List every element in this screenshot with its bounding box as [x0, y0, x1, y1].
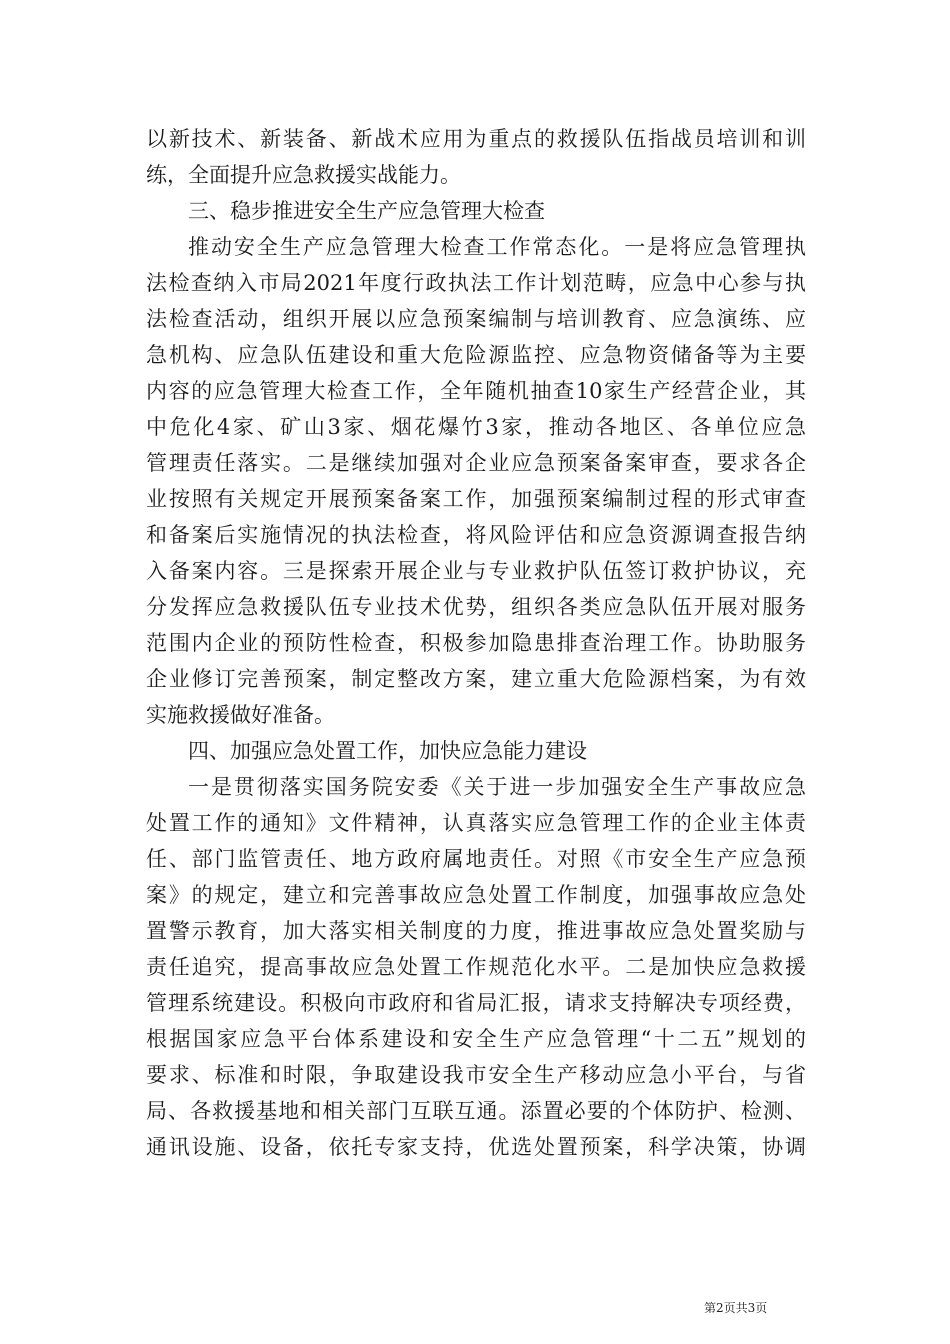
- body-line: 业按照有关规定开展预案备案工作，加强预案编制过程的形式审查: [146, 487, 806, 511]
- body-line: 根据国家应急平台体系建设和安全生产应急管理“十二五”规划的: [146, 1027, 806, 1051]
- body-line: 管理系统建设。积极向市政府和省局汇报，请求支持解决专项经费，: [146, 991, 806, 1015]
- body-line: 案》的规定，建立和完善事故应急处置工作制度，加强事故应急处: [146, 883, 806, 907]
- body-line: 练，全面提升应急救援实战能力。: [146, 163, 461, 187]
- body-line: 中危化4家、矿山3家、烟花爆竹3家，推动各地区、各单位应急: [146, 415, 806, 439]
- page-number-footer: 第2页共3页: [704, 1301, 768, 1315]
- body-line: 通讯设施、设备，依托专家支持，优选处置预案，科学决策，协调: [146, 1135, 806, 1159]
- section-heading-3: 三、稳步推进安全生产应急管理大检查: [188, 199, 545, 223]
- body-line: 范围内企业的预防性检查，积极参加隐患排查治理工作。协助服务: [146, 631, 806, 655]
- body-line: 企业修订完善预案，制定整改方案，建立重大危险源档案，为有效: [146, 667, 806, 691]
- body-line: 推动安全生产应急管理大检查工作常态化。一是将应急管理执: [188, 235, 806, 259]
- body-line: 实施救援做好准备。: [146, 703, 335, 727]
- body-line: 管理责任落实。二是继续加强对企业应急预案备案审查，要求各企: [146, 451, 806, 475]
- body-line: 入备案内容。三是探索开展企业与专业救护队伍签订救护协议，充: [146, 559, 806, 583]
- body-line: 急机构、应急队伍建设和重大危险源监控、应急物资储备等为主要: [146, 343, 806, 367]
- body-line: 一是贯彻落实国务院安委《关于进一步加强安全生产事故应急: [188, 775, 806, 799]
- body-line: 任、部门监管责任、地方政府属地责任。对照《市安全生产应急预: [146, 847, 806, 871]
- section-heading-4: 四、加强应急处置工作，加快应急能力建设: [188, 739, 587, 763]
- body-line: 责任追究，提高事故应急处置工作规范化水平。二是加快应急救援: [146, 955, 806, 979]
- body-line: 法检查纳入市局2021年度行政执法工作计划范畴，应急中心参与执: [146, 271, 806, 295]
- body-line: 置警示教育，加大落实相关制度的力度，推进事故应急处置奖励与: [146, 919, 806, 943]
- body-line: 分发挥应急救援队伍专业技术优势，组织各类应急队伍开展对服务: [146, 595, 806, 619]
- body-line: 局、各救援基地和相关部门互联互通。添置必要的个体防护、检测、: [146, 1099, 806, 1123]
- body-line: 和备案后实施情况的执法检查，将风险评估和应急资源调查报告纳: [146, 523, 806, 547]
- body-line: 处置工作的通知》文件精神，认真落实应急管理工作的企业主体责: [146, 811, 806, 835]
- body-line: 内容的应急管理大检查工作，全年随机抽查10家生产经营企业，其: [146, 379, 806, 403]
- body-line: 要求、标准和时限，争取建设我市安全生产移动应急小平台，与省: [146, 1063, 806, 1087]
- body-line: 法检查活动，组织开展以应急预案编制与培训教育、应急演练、应: [146, 307, 806, 331]
- body-line: 以新技术、新装备、新战术应用为重点的救援队伍指战员培训和训: [146, 127, 806, 151]
